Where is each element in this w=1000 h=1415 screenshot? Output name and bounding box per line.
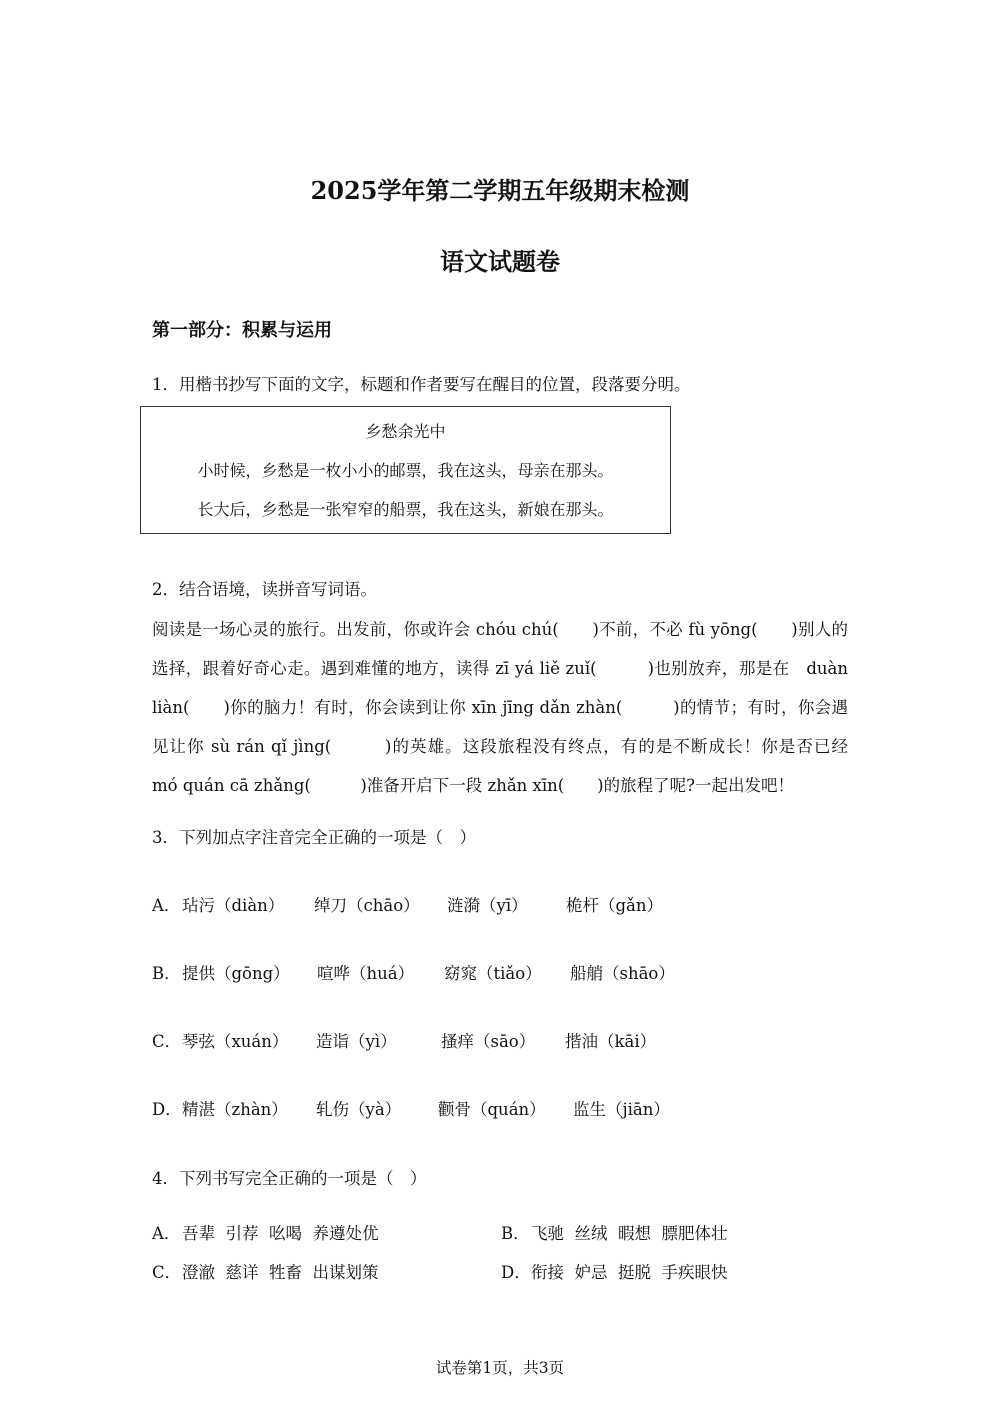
question-1-stem: 1．用楷书抄写下面的文字，标题和作者要写在醒目的位置，段落要分明。 (152, 375, 691, 394)
q3-option-c-item: 搔痒（sāo） (441, 1032, 536, 1051)
q3-option-c-item: 揩油（kāi） (565, 1032, 657, 1051)
q3-option-d-item: 轧伤（yà） (316, 1100, 402, 1119)
q4-option-d-letter: D． (501, 1263, 531, 1282)
q4-option-b-letter: B． (501, 1224, 530, 1243)
passage-line: 阅读是一场心灵的旅行。出发前，你或许会 chóu chú( )不前，不必 fù yōng( )别人的 (152, 620, 848, 639)
q3-option-b-letter: B． (152, 964, 181, 983)
poem-title: 乡愁余光中 (365, 422, 446, 441)
question-3-stem: 3．下列加点字注音完全正确的一项是（ ） (152, 828, 476, 847)
passage-line: mó quán cā zhǎng( )准备开启下一段 zhǎn xīn( )的旅程了呢?一起出发吧！ (152, 776, 794, 795)
q3-option-d-item: 颧骨（quán） (438, 1100, 546, 1119)
q3-option-c-item: 造诣（yì） (316, 1032, 397, 1051)
q3-option-d-letter: D． (152, 1100, 182, 1119)
exam-subtitle: 语文试题卷 (440, 247, 560, 276)
q3-option-a-letter: A． (152, 896, 181, 915)
section-heading: 第一部分：积累与运用 (152, 320, 332, 341)
q3-option-b-item: 船艄（shāo） (570, 964, 675, 983)
passage-line: 见让你 sù rán qǐ jìng( )的英雄。这段旅程没有终点，有的是不断成长！你是否已经 (152, 737, 848, 756)
poem-line: 长大后，乡愁是一张窄窄的船票，我在这头，新娘在那头。 (197, 500, 614, 519)
q3-option-a-item: 桅杆（gǎn） (566, 896, 664, 915)
q3-option-c-letter: C． (152, 1032, 182, 1051)
q3-option-b-item: 提供（gōng） (182, 964, 290, 983)
q4-option-d-text: 衔接 妒忌 挺脱 手疾眼快 (531, 1263, 728, 1282)
question-2-stem: 2．结合语境，读拼音写词语。 (152, 580, 377, 599)
q3-option-d-item: 精湛（zhàn） (182, 1100, 288, 1119)
passage-line: liàn( )你的脑力！有时，你会读到让你 xīn jīng dǎn zhàn( )的情节；有时，你会遇 (152, 698, 848, 717)
q4-option-c-letter: C． (152, 1263, 182, 1282)
q3-option-c-item: 琴弦（xuán） (182, 1032, 289, 1051)
question-4-stem: 4．下列书写完全正确的一项是（ ） (152, 1169, 427, 1188)
exam-title: 2025学年第二学期五年级期末检测 (310, 176, 690, 205)
q4-option-b-text: 飞驰 丝绒 暇想 膘肥体壮 (531, 1224, 728, 1243)
page-footer: 试卷第1页，共3页 (435, 1359, 565, 1377)
q3-option-a-item: 绰刀（chāo） (314, 896, 420, 915)
q4-option-a-text: 吾辈 引荐 吆喝 养遵处优 (182, 1224, 379, 1243)
q3-option-b-item: 窈窕（tiǎo） (444, 964, 542, 983)
q4-option-a-letter: A． (152, 1224, 181, 1243)
q3-option-d-item: 监生（jiān） (573, 1100, 670, 1119)
q4-option-c-text: 澄澈 慈详 牲畜 出谋划策 (182, 1263, 379, 1282)
poem-line: 小时候，乡愁是一枚小小的邮票，我在这头，母亲在那头。 (197, 461, 614, 480)
q3-option-b-item: 喧哗（huá） (317, 964, 415, 983)
q3-option-a-item: 玷污（diàn） (182, 896, 285, 915)
poem-box (140, 406, 671, 534)
passage-line: 选择，跟着好奇心走。遇到难懂的地方，读得 zī yá liě zuǐ( )也别放弃，那是在 duàn (152, 659, 848, 678)
q3-option-a-item: 涟漪（yī） (447, 896, 528, 915)
